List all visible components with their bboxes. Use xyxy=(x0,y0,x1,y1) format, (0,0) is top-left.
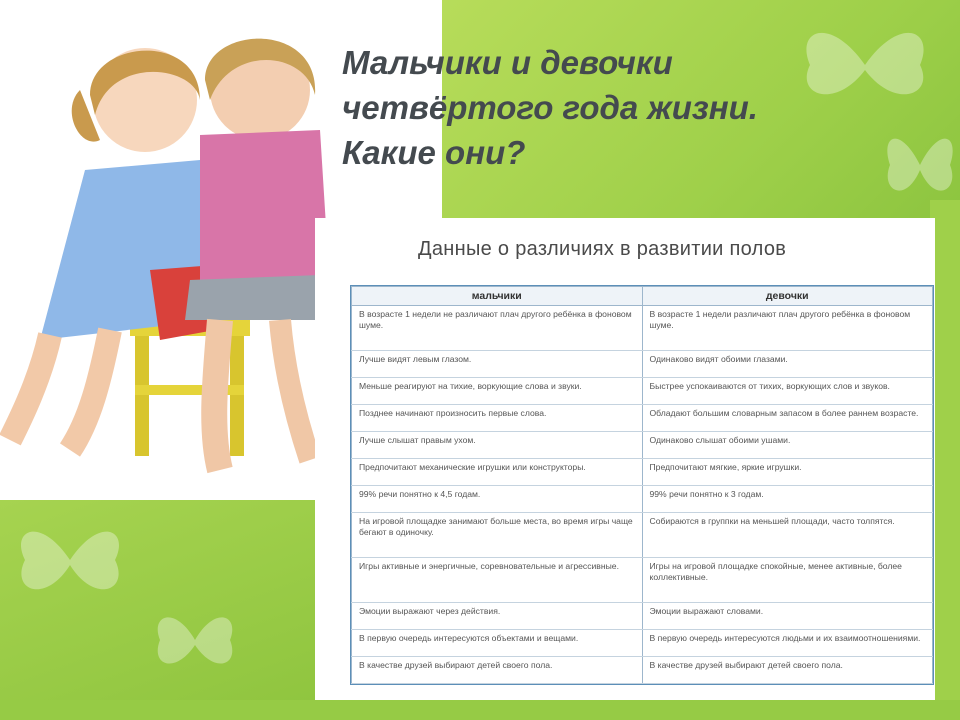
table-cell: Меньше реагируют на тихие, воркующие слова и звуки. xyxy=(352,377,643,404)
title-line-1: Мальчики и девочки xyxy=(342,44,673,81)
table-cell: Предпочитают механические игрушки или конструкторы. xyxy=(352,459,643,486)
table-row xyxy=(352,486,933,513)
table-cell: Обладают большим словарным запасом в более раннем возрасте. xyxy=(642,404,933,431)
table-cell: В первую очередь интересуются людьми и их взаимоотношениями. xyxy=(642,629,933,656)
table-cell: Игры на игровой площадке спокойные, менее активные, более коллективные. xyxy=(642,557,933,602)
table-row xyxy=(352,513,933,558)
table-cell: Собираются в группки на меньшей площади, часто толпятся. xyxy=(642,513,933,558)
table-cell: Игры активные и энергичные, соревновательные и агрессивные. xyxy=(352,557,643,602)
table-row xyxy=(352,656,933,683)
comparison-table xyxy=(350,285,934,685)
table-cell: Лучше видят левым глазом. xyxy=(352,350,643,377)
table-cell: На игровой площадке занимают больше места, во время игры чаще бегают в одиночку. xyxy=(352,513,643,558)
title-line-3: Какие они? xyxy=(342,134,526,171)
table-cell: В качестве друзей выбирают детей своего пола. xyxy=(642,656,933,683)
green-background-strip xyxy=(0,700,960,720)
table-row xyxy=(352,629,933,656)
table-cell: В качестве друзей выбирают детей своего пола. xyxy=(352,656,643,683)
table-cell: Предпочитают мягкие, яркие игрушки. xyxy=(642,459,933,486)
table-row xyxy=(352,377,933,404)
table-row xyxy=(352,459,933,486)
table-row xyxy=(352,306,933,351)
page-title xyxy=(342,40,902,175)
table-cell: 99% речи понятно к 3 годам. xyxy=(642,486,933,513)
table-cell: В возрасте 1 недели различают плач другого ребёнка в фоновом шуме. xyxy=(642,306,933,351)
table-subtitle: Данные о различиях в развитии полов xyxy=(418,238,787,260)
table-cell: Позднее начинают произносить первые слова. xyxy=(352,404,643,431)
table-cell: Эмоции выражают словами. xyxy=(642,602,933,629)
table-cell: В первую очередь интересуются объектами и вещами. xyxy=(352,629,643,656)
title-line-2: четвёртого года жизни. xyxy=(342,89,758,126)
column-header-boys: мальчики xyxy=(352,287,643,306)
table-cell: В возрасте 1 недели не различают плач другого ребёнка в фоновом шуме. xyxy=(352,306,643,351)
table-cell: Одинаково видят обоими глазами. xyxy=(642,350,933,377)
butterfly-icon xyxy=(10,510,130,610)
column-header-girls: девочки xyxy=(642,287,933,306)
butterfly-icon xyxy=(150,600,240,680)
children-photo xyxy=(0,20,345,500)
table-row xyxy=(352,602,933,629)
table-row xyxy=(352,350,933,377)
table-row xyxy=(352,404,933,431)
table-cell: Быстрее успокаиваются от тихих, воркующих слов и звуков. xyxy=(642,377,933,404)
table-cell: Эмоции выражают через действия. xyxy=(352,602,643,629)
table-row xyxy=(352,557,933,602)
table-cell: 99% речи понятно к 4,5 годам. xyxy=(352,486,643,513)
table-cell: Лучше слышат правым ухом. xyxy=(352,431,643,458)
table-cell: Одинаково слышат обоими ушами. xyxy=(642,431,933,458)
table-row xyxy=(352,431,933,458)
